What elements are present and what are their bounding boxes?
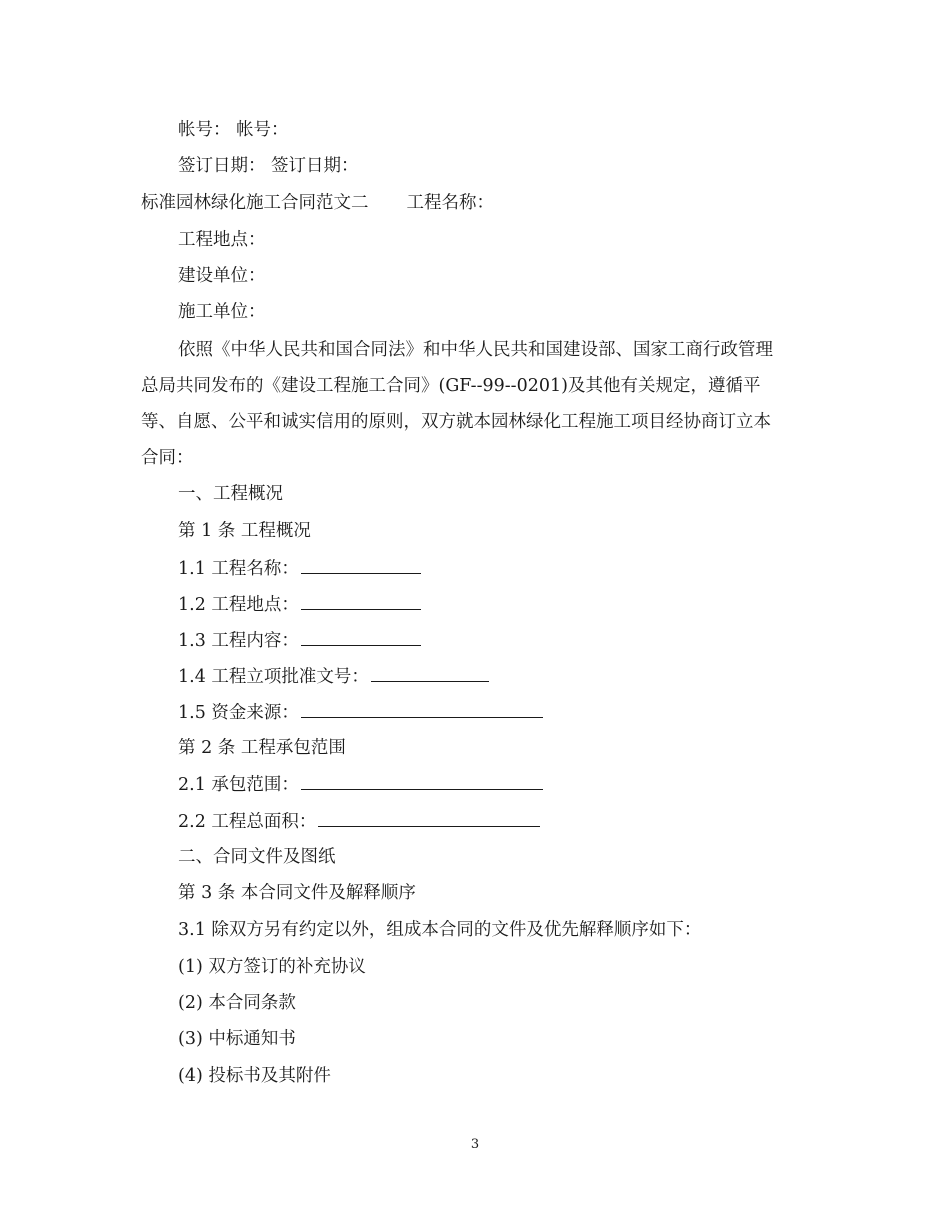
item-label: 1.4 工程立项批准文号： (178, 667, 369, 687)
account-line: 帐号： 帐号： (178, 120, 289, 140)
article-3-heading: 第 3 条 本合同文件及解释顺序 (178, 883, 416, 903)
item-label: 1.3 工程内容： (178, 631, 299, 651)
item-1-2 (178, 592, 421, 617)
item-label: 1.1 工程名称： (178, 559, 299, 579)
item-2-2 (178, 809, 540, 834)
contractor-line: 施工单位： (178, 302, 266, 322)
section-heading-1: 一、工程概况 (178, 484, 283, 504)
intro-paragraph-line-4: 合同： (141, 448, 194, 468)
list-item-3: (3) 中标通知书 (178, 1029, 296, 1049)
intro-paragraph-line-2: 总局共同发布的《建设工程施工合同》(GF--99--0201)及其他有关规定，遵循平 (141, 376, 761, 396)
sign-date-line: 签订日期： 签订日期： (178, 156, 359, 176)
item-label: 1.5 资金来源： (178, 703, 299, 723)
item-2-1 (178, 772, 543, 797)
fill-in-blank (301, 700, 543, 718)
fill-in-blank (301, 556, 421, 574)
project-name-label: 工程名称： (406, 193, 494, 213)
fill-in-blank (318, 809, 540, 827)
owner-line: 建设单位： (178, 266, 266, 286)
item-1-5 (178, 700, 543, 725)
page-number: 3 (470, 1137, 480, 1152)
list-item-1: (1) 双方签订的补充协议 (178, 957, 366, 977)
item-1-3 (178, 628, 421, 653)
title-line (141, 191, 494, 215)
fill-in-blank (371, 664, 489, 682)
list-item-2: (2) 本合同条款 (178, 993, 296, 1013)
item-3-1: 3.1 除双方另有约定以外，组成本合同的文件及优先解释顺序如下： (178, 920, 702, 940)
document-title: 标准园林绿化施工合同范文二 (141, 193, 369, 213)
article-1-heading: 第 1 条 工程概况 (178, 521, 311, 541)
article-2-heading: 第 2 条 工程承包范围 (178, 738, 346, 758)
item-label: 2.1 承包范围： (178, 775, 299, 795)
fill-in-blank (301, 592, 421, 610)
project-location-line: 工程地点： (178, 230, 266, 250)
item-label: 1.2 工程地点： (178, 595, 299, 615)
item-1-1 (178, 556, 421, 581)
list-item-4: (4) 投标书及其附件 (178, 1066, 331, 1086)
fill-in-blank (301, 772, 543, 790)
item-1-4 (178, 664, 489, 689)
section-heading-2: 二、合同文件及图纸 (178, 847, 336, 867)
fill-in-blank (301, 628, 421, 646)
item-label: 2.2 工程总面积： (178, 812, 317, 832)
intro-paragraph-line-3: 等、自愿、公平和诚实信用的原则，双方就本园林绿化工程施工项目经协商订立本 (141, 412, 771, 432)
intro-paragraph-line-1: 依照《中华人民共和国合同法》和中华人民共和国建设部、国家工商行政管理 (178, 340, 773, 360)
